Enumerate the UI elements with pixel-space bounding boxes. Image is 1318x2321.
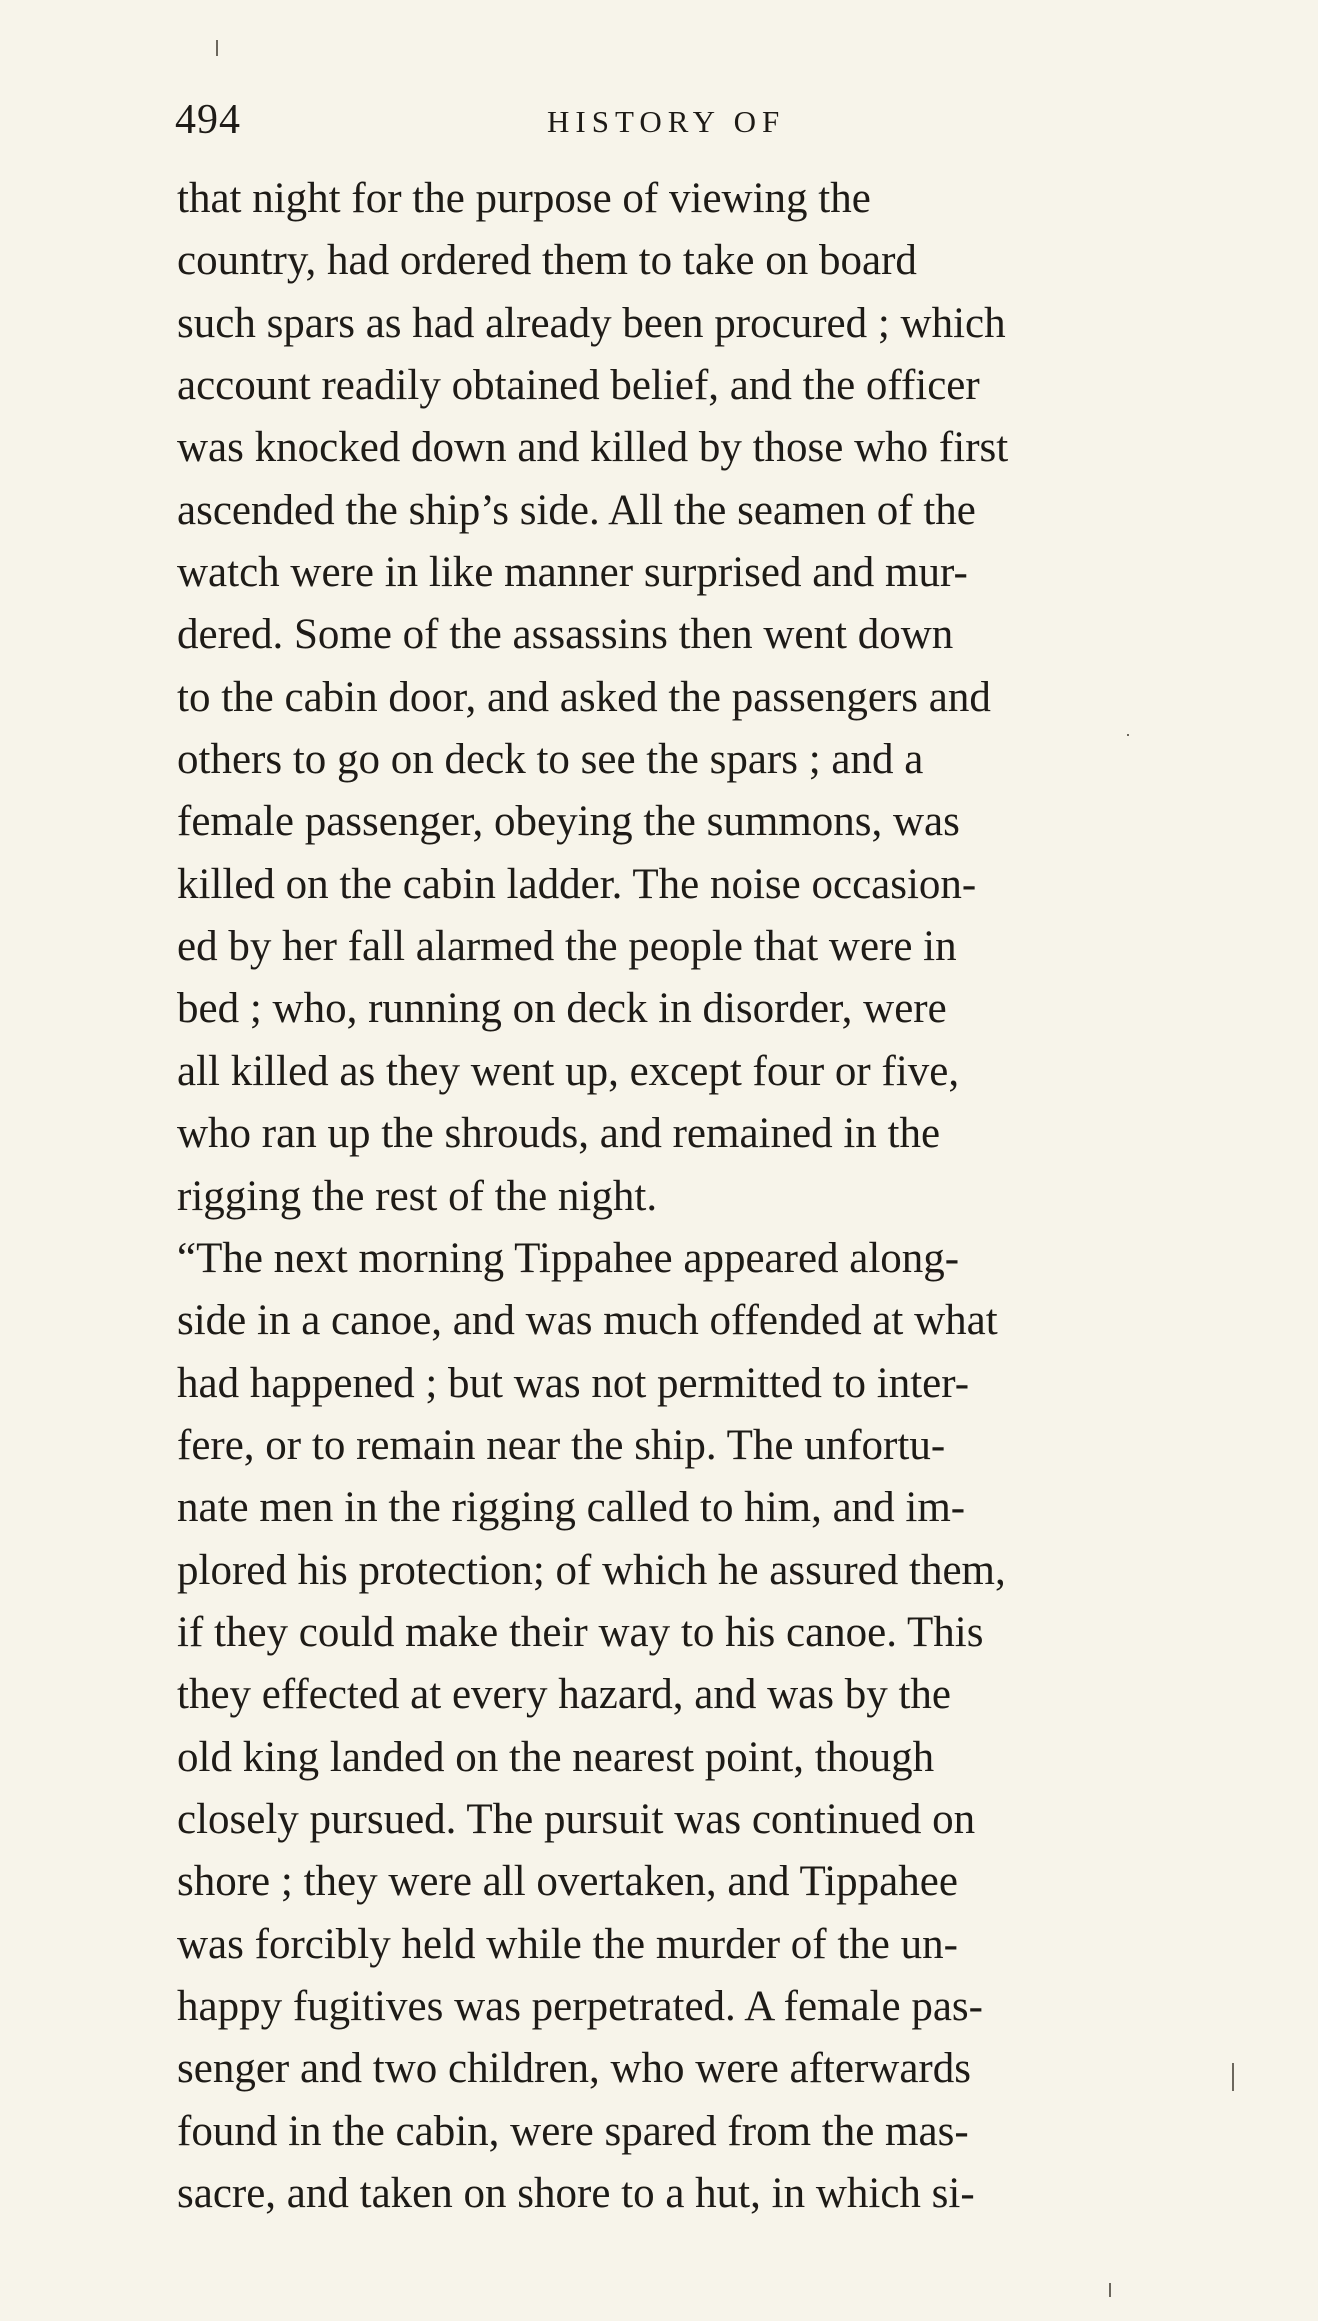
text-line: old king landed on the nearest point, though bbox=[177, 1733, 935, 1781]
text-line: if they could make their way to his canoe. This bbox=[177, 1608, 984, 1656]
margin-mark bbox=[216, 40, 218, 56]
text-line: such spars as had already been procured ; which bbox=[177, 299, 1006, 347]
text-line: country, had ordered them to take on board bbox=[177, 237, 917, 285]
text-line: closely pursued. The pursuit was continued on bbox=[177, 1795, 976, 1843]
page-number: 494 bbox=[175, 97, 241, 143]
margin-mark bbox=[1232, 2063, 1234, 2091]
margin-mark bbox=[1109, 2283, 1111, 2297]
text-line: plored his protection; of which he assured them, bbox=[177, 1546, 1006, 1594]
text-line: killed on the cabin ladder. The noise occasion- bbox=[177, 860, 977, 908]
body-text bbox=[177, 168, 1177, 2225]
text-line: senger and two children, who were afterwards bbox=[177, 2045, 971, 2093]
text-line: account readily obtained belief, and the officer bbox=[177, 362, 980, 410]
page-header bbox=[175, 96, 1155, 148]
text-line: watch were in like manner surprised and mur- bbox=[177, 549, 968, 597]
text-line: found in the cabin, were spared from the mas- bbox=[177, 2107, 969, 2155]
text-line: fere, or to remain near the ship. The unfortu- bbox=[177, 1421, 946, 1469]
text-line: others to go on deck to see the spars ; and a bbox=[177, 736, 924, 784]
text-line: they effected at every hazard, and was by the bbox=[177, 1671, 952, 1719]
text-line: shore ; they were all overtaken, and Tippahee bbox=[177, 1858, 958, 1906]
running-head: HISTORY OF bbox=[547, 104, 786, 139]
text-line: all killed as they went up, except four or five, bbox=[177, 1047, 960, 1095]
text-line: sacre, and taken on shore to a hut, in which si- bbox=[177, 2170, 975, 2217]
text-line: had happened ; but was not permitted to inter- bbox=[177, 1359, 970, 1407]
text-line: dered. Some of the assassins then went down bbox=[177, 611, 954, 659]
text-line: to the cabin door, and asked the passengers and bbox=[177, 673, 991, 721]
text-line: that night for the purpose of viewing the bbox=[177, 175, 871, 222]
text-line: was forcibly held while the murder of the un- bbox=[177, 1920, 958, 1968]
text-line: was knocked down and killed by those who first bbox=[177, 424, 1009, 472]
text-line: bed ; who, running on deck in disorder, were bbox=[177, 985, 947, 1033]
text-line: who ran up the shrouds, and remained in the bbox=[177, 1110, 941, 1158]
text-line: ed by her fall alarmed the people that were in bbox=[177, 923, 957, 971]
text-line: rigging the rest of the night. bbox=[177, 1172, 658, 1220]
text-line: ascended the ship’s side. All the seamen of the bbox=[177, 486, 976, 534]
text-line: female passenger, obeying the summons, was bbox=[177, 798, 960, 846]
text-line: happy fugitives was perpetrated. A female pas- bbox=[177, 1982, 983, 2030]
text-line: “The next morning Tippahee appeared along- bbox=[177, 1234, 960, 1282]
text-line: side in a canoe, and was much offended at what bbox=[177, 1297, 998, 1345]
margin-mark bbox=[1127, 734, 1129, 736]
text-line: nate men in the rigging called to him, and im- bbox=[177, 1484, 966, 1532]
